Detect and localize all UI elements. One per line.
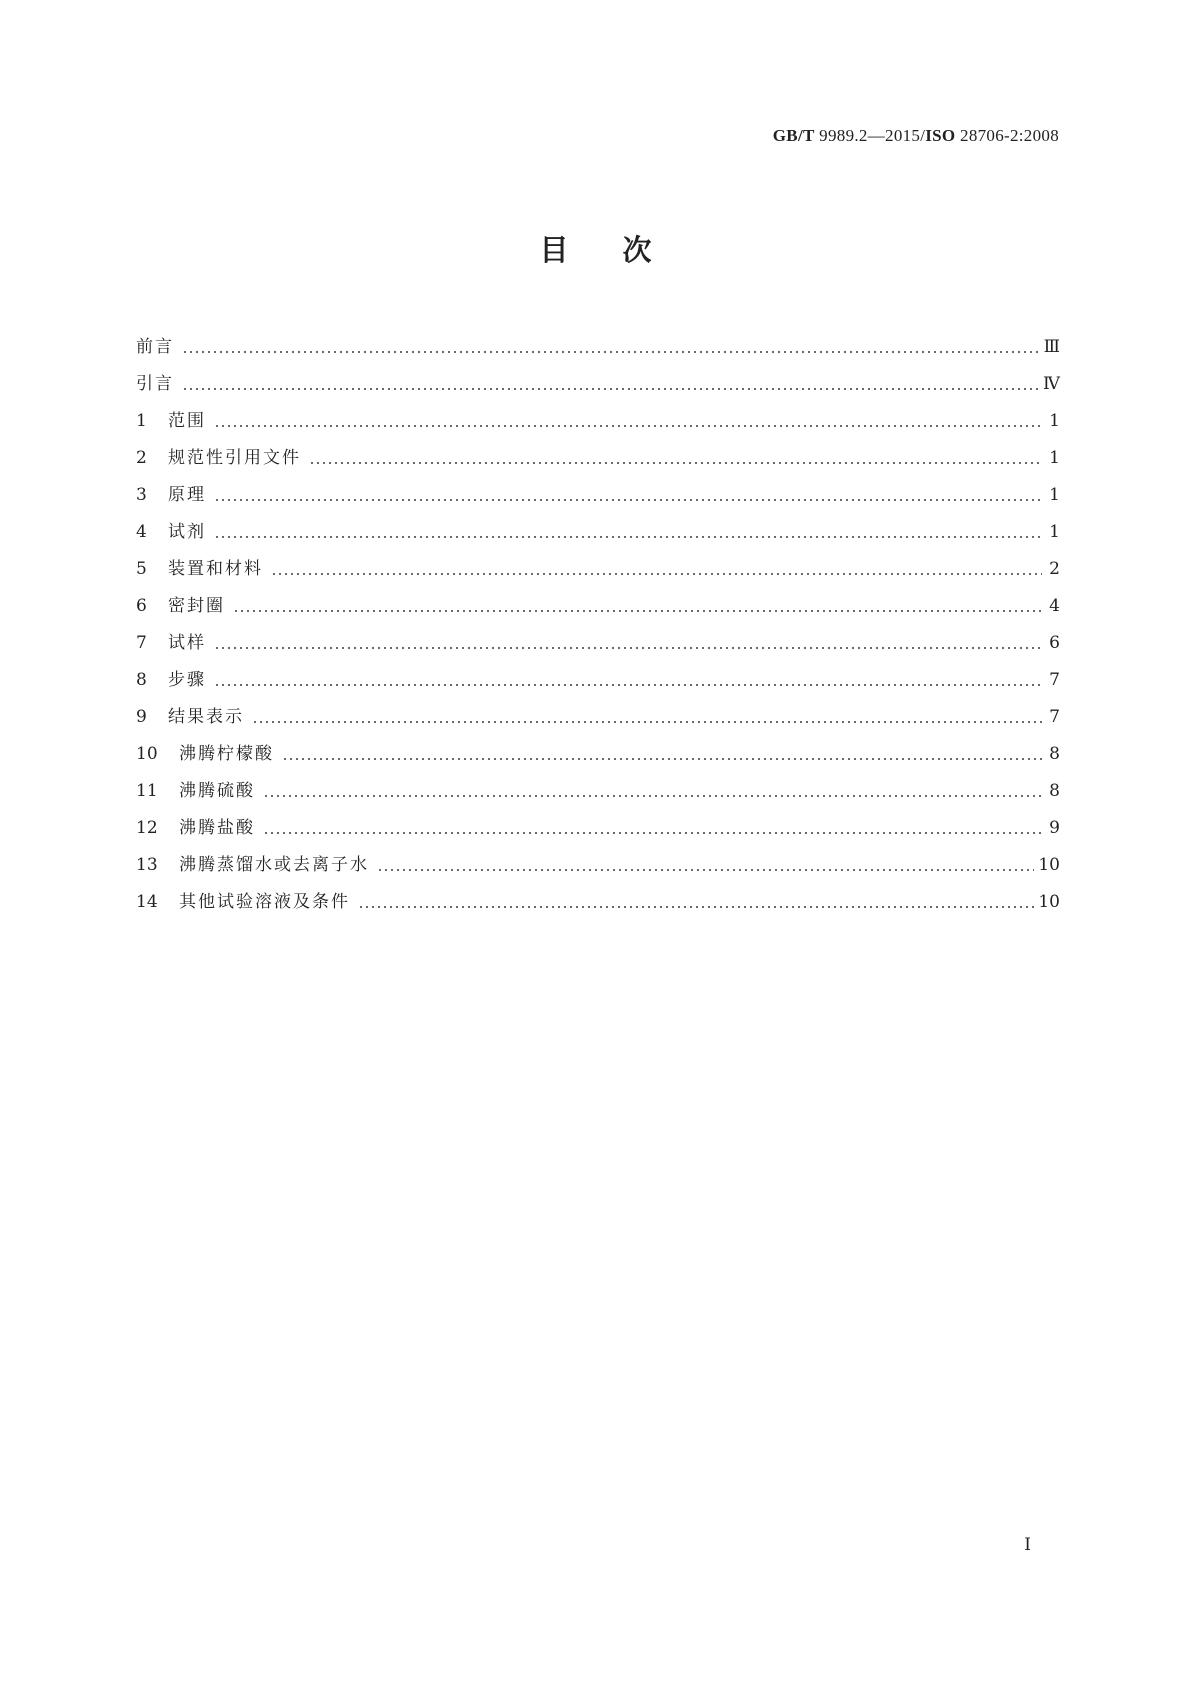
toc-entry-number: 12 — [136, 817, 158, 838]
toc-entry[interactable] — [136, 476, 1060, 513]
toc-entry-label: 前言 — [136, 336, 174, 357]
toc-entry-page: 8 — [1049, 743, 1060, 764]
toc-entry[interactable] — [136, 735, 1060, 772]
toc-entry-page: 8 — [1049, 780, 1060, 801]
toc-entry-label: 沸腾柠檬酸 — [179, 743, 274, 764]
toc-entry-page: 4 — [1049, 595, 1060, 616]
toc-entry-number: 9 — [136, 706, 147, 727]
toc-entry[interactable] — [136, 698, 1060, 735]
page-title: 目次 — [539, 233, 706, 267]
toc-entry-label: 沸腾硫酸 — [179, 780, 255, 801]
toc-entry-number: 1 — [136, 410, 147, 431]
toc-entry-label: 其他试验溶液及条件 — [179, 891, 350, 912]
toc-entry-label: 沸腾蒸馏水或去离子水 — [179, 854, 369, 875]
toc-entry-label: 范围 — [168, 410, 206, 431]
toc-dot-leader — [214, 411, 1042, 431]
toc-entry-page: 1 — [1049, 521, 1060, 542]
toc-dot-leader — [214, 670, 1042, 690]
toc-dot-leader — [182, 337, 1040, 357]
toc-entry-label: 步骤 — [168, 669, 206, 690]
toc-entry-number: 14 — [136, 891, 158, 912]
toc-entry[interactable] — [136, 550, 1060, 587]
toc-entry-label: 结果表示 — [168, 706, 244, 727]
toc-entry-page: 7 — [1049, 706, 1060, 727]
toc-entry[interactable] — [136, 513, 1060, 550]
toc-entry-label: 试样 — [168, 632, 206, 653]
toc-dot-leader — [214, 485, 1042, 505]
toc-entry-label: 试剂 — [168, 521, 206, 542]
toc-entry-page: Ⅲ — [1043, 336, 1060, 357]
toc-entry[interactable] — [136, 846, 1060, 883]
toc-dot-leader — [214, 522, 1042, 542]
toc-dot-leader — [182, 374, 1039, 394]
toc-dot-leader — [263, 818, 1042, 838]
iso-prefix: ISO — [925, 126, 956, 145]
toc-dot-leader — [271, 559, 1042, 579]
standard-number: 9989.2—2015/ — [819, 126, 926, 145]
toc-entry-label: 密封圈 — [168, 595, 225, 616]
toc-dot-leader — [214, 633, 1042, 653]
toc-entry-label: 规范性引用文件 — [168, 447, 301, 468]
toc-entry-label: 原理 — [168, 484, 206, 505]
toc-entry-number: 10 — [136, 743, 158, 764]
toc-entry-number: 11 — [136, 780, 158, 801]
document-header — [773, 126, 1059, 146]
toc-entry[interactable] — [136, 328, 1060, 365]
standard-code: GB/T — [772, 126, 815, 145]
toc-entry-number: 2 — [136, 447, 147, 468]
toc-entry[interactable] — [136, 772, 1060, 809]
toc-entry-number: 6 — [136, 595, 147, 616]
toc-entry-page: 10 — [1038, 891, 1060, 912]
toc-entry-page: 9 — [1049, 817, 1060, 838]
toc-entry-page: 2 — [1049, 558, 1060, 579]
toc-entry[interactable] — [136, 402, 1060, 439]
toc-entry-number: 13 — [136, 854, 158, 875]
toc-entry-page: 1 — [1049, 447, 1060, 468]
toc-entry-number: 8 — [136, 669, 147, 690]
toc-dot-leader — [358, 892, 1034, 912]
toc-entry-number: 5 — [136, 558, 147, 579]
iso-number: 28706-2:2008 — [960, 126, 1059, 145]
toc-entry[interactable] — [136, 439, 1060, 476]
toc-dot-leader — [309, 448, 1042, 468]
toc-entry[interactable] — [136, 661, 1060, 698]
toc-entry[interactable] — [136, 624, 1060, 661]
toc-entry[interactable] — [136, 809, 1060, 846]
toc-entry-label: 沸腾盐酸 — [179, 817, 255, 838]
toc-dot-leader — [282, 744, 1042, 764]
toc-entry-page: 6 — [1049, 632, 1060, 653]
toc-dot-leader — [377, 855, 1034, 875]
toc-dot-leader — [263, 781, 1042, 801]
toc-entry[interactable] — [136, 883, 1060, 920]
toc-entry-page: 1 — [1049, 484, 1060, 505]
toc-entry-page: Ⅳ — [1043, 373, 1060, 394]
toc-entry-number: 4 — [136, 521, 147, 542]
page-number: I — [1024, 1535, 1031, 1555]
toc-dot-leader — [252, 707, 1042, 727]
toc-entry[interactable] — [136, 365, 1060, 402]
toc-entry-number: 7 — [136, 632, 147, 653]
toc-entry-label: 引言 — [136, 373, 174, 394]
toc-entry[interactable] — [136, 587, 1060, 624]
toc-entry-number: 3 — [136, 484, 147, 505]
toc-entry-page: 7 — [1049, 669, 1060, 690]
toc-entry-page: 10 — [1038, 854, 1060, 875]
table-of-contents — [136, 328, 1060, 920]
toc-entry-label: 装置和材料 — [168, 558, 263, 579]
toc-dot-leader — [233, 596, 1042, 616]
toc-entry-page: 1 — [1049, 410, 1060, 431]
